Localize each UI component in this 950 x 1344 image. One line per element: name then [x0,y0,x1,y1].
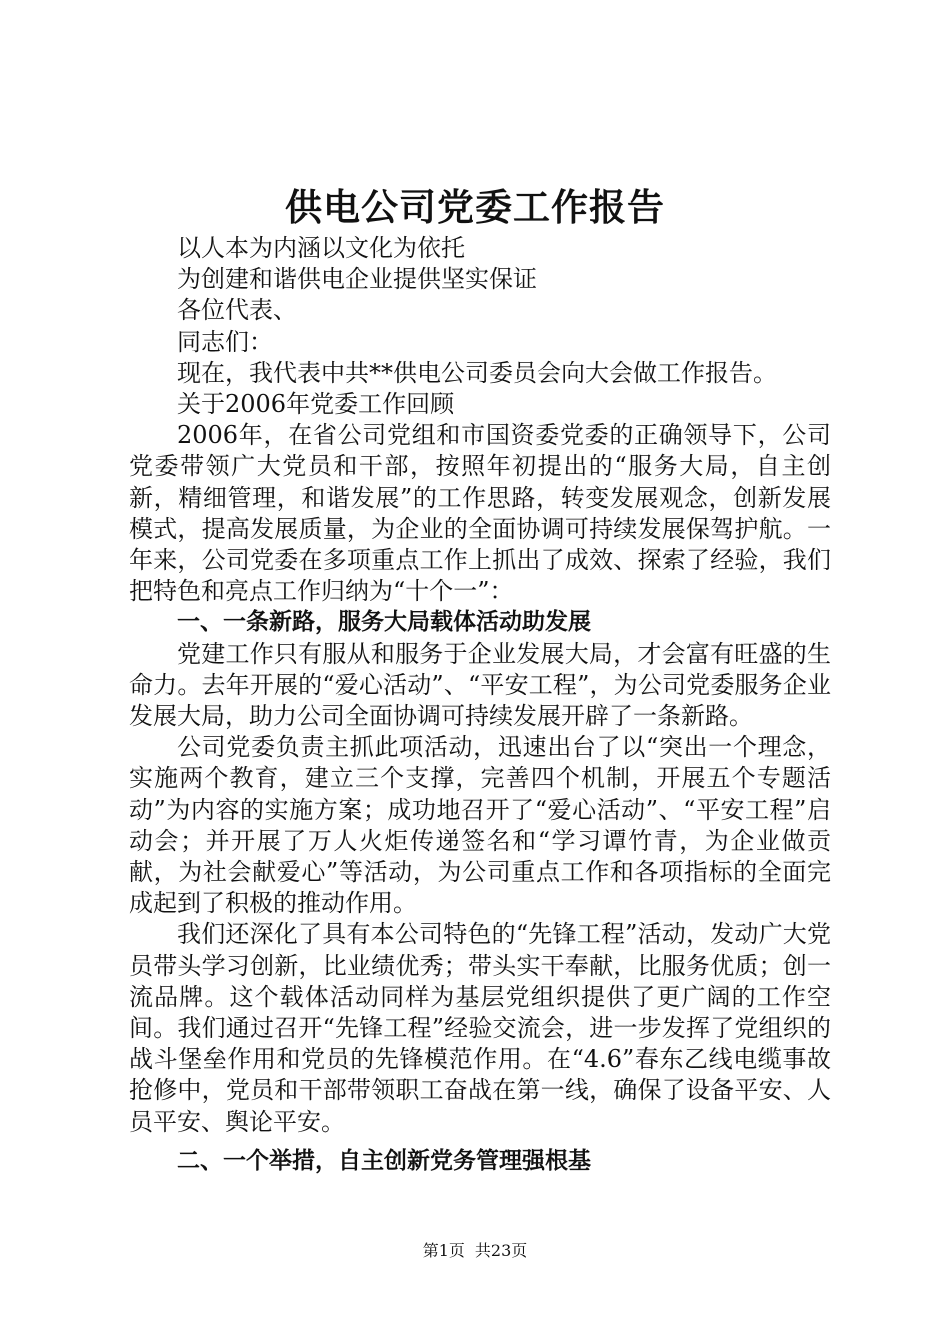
subtitle-line-2: 为创建和谐供电企业提供坚实保证 [177,265,537,294]
subtitle-line-1: 以人本为内涵以文化为依托 [177,234,465,262]
section1-paragraph-1: 党建工作只有服从和服务于企业发展大局，才会富有旺盛的生命力。去年开展的“爱心活动”、“平安工程”，为公司党委服务企业发展大局，助力公司全面协调可持续发展开辟了一条新路。 [129,639,831,731]
opening-statement: 现在，我代表中共**供电公司委员会向大会做工作报告。 [177,358,777,387]
document-body [129,233,831,1177]
section1-paragraph-3: 我们还深化了具有本公司特色的“先锋工程”活动，发动广大党员带头学习创新，比业绩优秀；带头实干奉献，比服务优质；创一流品牌。这个载体活动同样为基层党组织提供了更广阔的工作空间。我们通过召开“先锋工程”经验交流会，进一步发挥了党组织的战斗堡垒作用和党员的先锋模范作用。在“4.6”春东乙线电缆事故抢修中，党员和干部带领职工奋战在第一线，确保了设备平安、人员平安、舆论平安。 [129,920,831,1136]
document-title: 供电公司党委工作报告 [285,186,665,229]
section-heading-2: 二、一个举措，自主创新党务管理强根基 [177,1147,591,1174]
intro-paragraph: 2006年，在省公司党组和市国资委党委的正确领导下，公司党委带领广大党员和干部，按照年初提出的“服务大局，自主创新，精细管理，和谐发展”的工作思路，转变发展观念，创新发展模式，提高发展质量，为企业的全面协调可持续发展保驾护航。一年来，公司党委在多项重点工作上抓出了成效、探索了经验，我们把特色和亮点工作归纳为“十个一”： [129,421,831,606]
salutation-line-1: 各位代表、 [177,296,297,325]
page-footer [0,1240,950,1262]
section-heading-1: 一、一条新路，服务大局载体活动助发展 [177,609,591,636]
salutation-line-2: 同志们： [177,327,273,356]
review-heading: 关于2006年党委工作回顾 [177,390,455,419]
page-number: 第1页 [422,1241,465,1260]
section1-paragraph-2: 公司党委负责主抓此项活动，迅速出台了以“突出一个理念，实施两个教育，建立三个支撑，完善四个机制，开展五个专题活动”为内容的实施方案；成功地召开了“爱心活动”、“平安工程”启动会；并开展了万人火炬传递签名和“学习谭竹青，为企业做贡献，为社会献爱心”等活动，为公司重点工作和各项指标的全面完成起到了积极的推动作用。 [129,733,831,918]
page-total: 共23页 [474,1241,528,1260]
